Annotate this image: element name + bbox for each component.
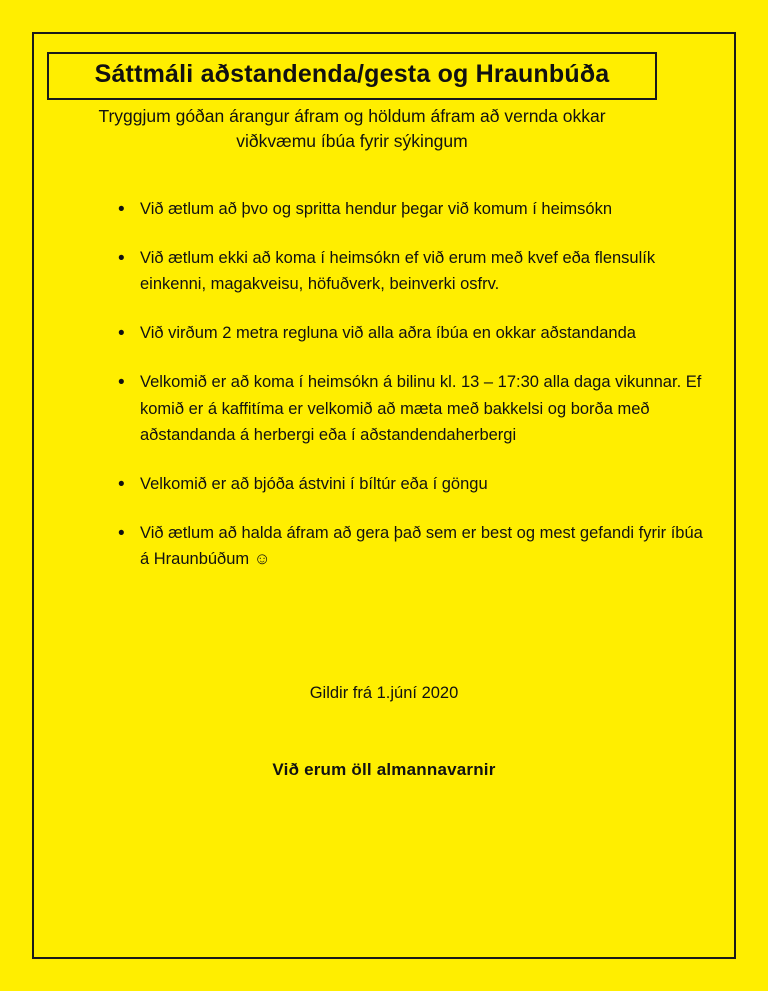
poster-title-box — [47, 52, 657, 100]
page-title: Sáttmáli aðstandenda/gesta og Hraunbúða — [94, 60, 610, 88]
list-item: • Við ætlum að halda áfram að gera það sem er best og mest gefandi fyrir íbúa á Hraunbúðum ☺ — [118, 520, 708, 573]
list-item: • Velkomið er að bjóða ástvini í bíltúr eða í göngu — [118, 471, 708, 498]
valid-from-text: Gildir frá 1.júní 2020 — [309, 684, 459, 702]
list-item: • Velkomið er að koma í heimsókn á bilinu kl. 13 – 17:30 alla daga vikunnar. Ef komið er á kaffitíma er velkomið að mæta með bakkelsi og borða með aðstandanda á herbergi eða í aðstandendaherbergi — [118, 369, 708, 449]
list-item: • Við ætlum að þvo og spritta hendur þegar við komum í heimsókn — [118, 196, 708, 223]
list-item: • Við virðum 2 metra regluna við alla aðra íbúa en okkar aðstandanda — [118, 320, 708, 347]
list-item: • Við ætlum ekki að koma í heimsókn ef við erum með kvef eða flensulík einkenni, magakveisu, höfuðverk, beinverki osfrv. — [118, 245, 708, 298]
rules-list — [96, 196, 708, 595]
poster-subtitle: Tryggjum góðan árangur áfram og höldum áfram að vernda okkar viðkvæmu íbúa fyrir sýkingum — [98, 106, 606, 152]
closing-statement: Við erum öll almannavarnir — [272, 760, 496, 779]
